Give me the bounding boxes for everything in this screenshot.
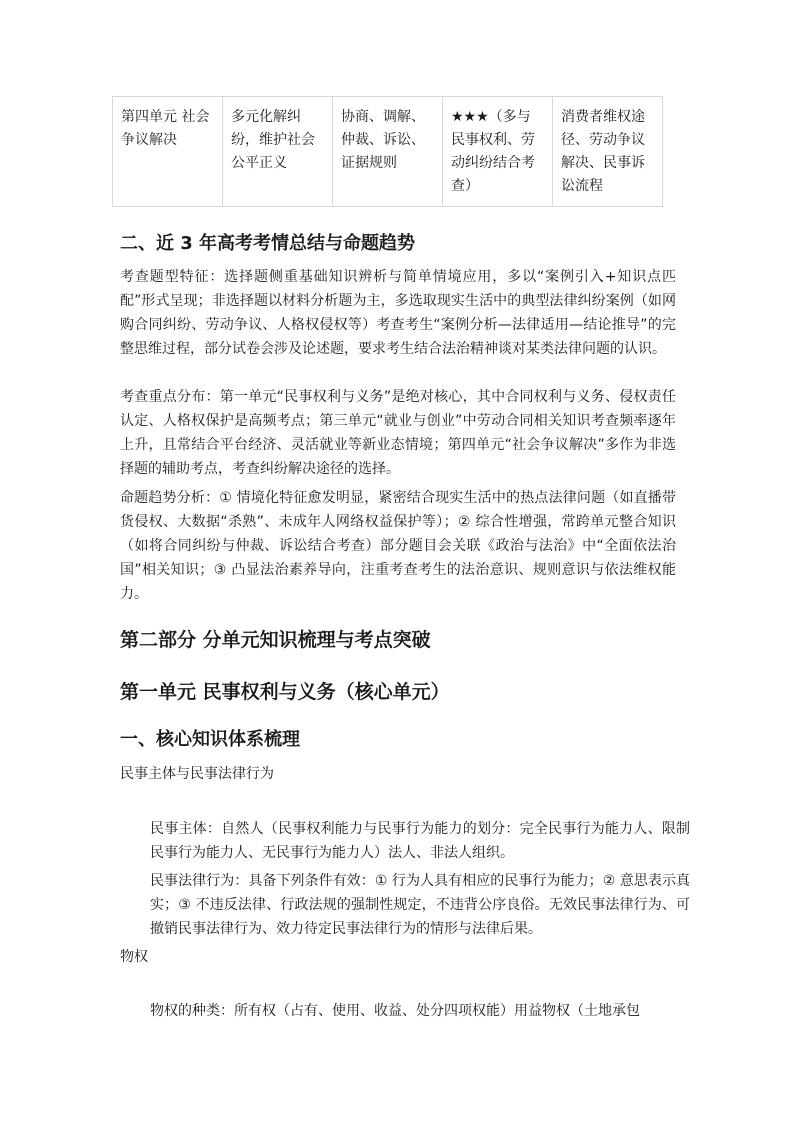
section-heading-exam-trends: 二、近 3 年高考考情总结与命题趋势 (120, 233, 416, 254)
subsection-heading: 一、核心知识体系梳理 (120, 729, 300, 750)
topic-civil-subjects: 民事主体与民事法律行为 (120, 766, 274, 782)
item-civil-subjects: 民事主体：自然人（民事权利能力与民事行为能力的划分：完全民事行为能力人、限制民事行为能力人、无民事行为能力人）法人、非法人组织。 (150, 821, 690, 861)
item-property-types: 物权的种类：所有权（占有、使用、收益、处分四项权能）用益物权（土地承包 (150, 1003, 640, 1019)
part-heading: 第二部分 分单元知识梳理与考点突破 (120, 629, 431, 651)
table-row (113, 97, 663, 207)
paragraph-key-points: 考查重点分布：第一单元“民事权利与义务”是绝对核心，其中合同权利与义务、侵权责任认定、人格权保护是高频考点；第三单元“就业与创业”中劳动合同相关知识考查频率逐年上升，且常结合平台经济、灵活就业等新业态情境；第四单元“社会争议解决”多作为非选择题的辅助考点，考查纠纷解决途径的选择。 (120, 389, 676, 477)
paragraph-trend-analysis: 命题趋势分析：① 情境化特征愈发明显，紧密结合现实生活中的热点法律问题（如直播带货侵权、大数据“杀熟”、未成年人网络权益保护等）；② 综合性增强，常跨单元整合知识（如将合同纠纷与仲裁、诉讼结合考查）部分题目会关联《政治与法治》中“全面依法治国”相关知识；③ 凸显法治素养导向，注重考查考生的法治意识、规则意识与依法维权能力。 (120, 490, 676, 602)
table-cell-theme: 多元化解纠纷，维护社会公平正义 (223, 97, 333, 207)
table-cell-frequency: ★★★（多与民事权利、劳动纠纷结合考查） (443, 97, 553, 207)
table-cell-focus: 消费者维权途径、劳动争议解决、民事诉讼流程 (553, 97, 663, 207)
topic-property-rights: 物权 (120, 949, 148, 965)
table-cell-unit: 第四单元 社会争议解决 (113, 97, 223, 207)
item-civil-legal-acts: 民事法律行为：具备下列条件有效：① 行为人具有相应的民事行为能力；② 意思表示真实；③ 不违反法律、行政法规的强制性规定，不违背公序良俗。无效民事法律行为、可撤销民事法律行为、效力待定民事法律行为的情形与法律后果。 (150, 873, 690, 937)
unit-heading: 第一单元 民事权利与义务（核心单元） (120, 681, 450, 703)
paragraph-question-types: 考查题型特征：选择题侧重基础知识辨析与简单情境应用，多以“案例引入+知识点匹配”形式呈现；非选择题以材料分析题为主，多选取现实生活中的典型法律纠纷案例（如网购合同纠纷、劳动争议、人格权侵权等）考查考生“案例分析—法律适用—结论推导”的完整思维过程，部分试卷会涉及论述题，要求考生结合法治精神谈对某类法律问题的认识。 (120, 269, 676, 357)
unit-table (112, 96, 663, 207)
table-cell-knowledge: 协商、调解、仲裁、诉讼、证据规则 (333, 97, 443, 207)
